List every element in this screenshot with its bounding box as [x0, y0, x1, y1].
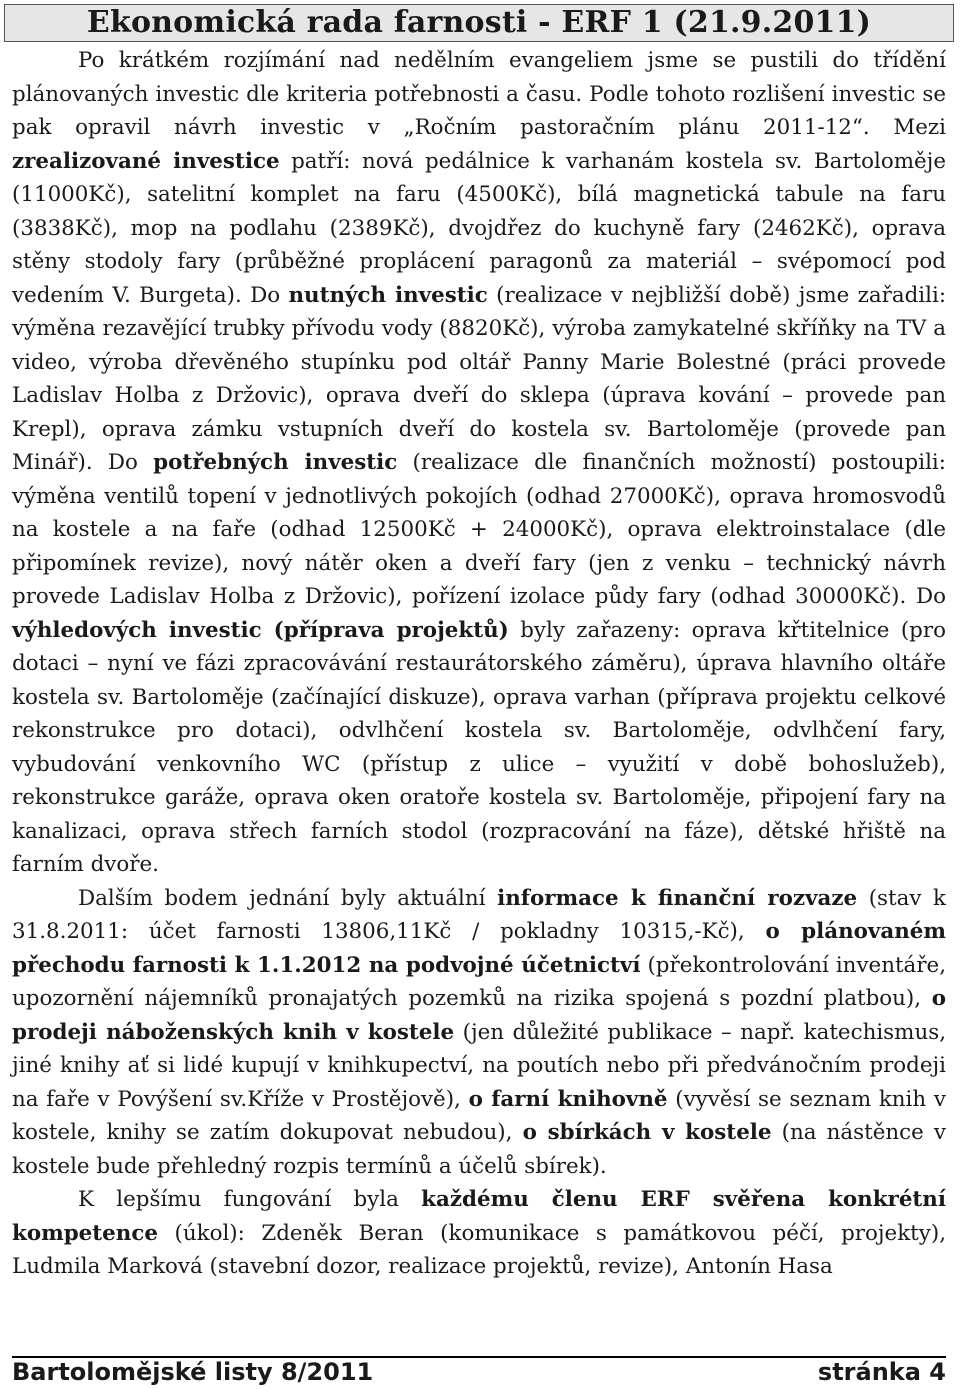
page-title: Ekonomická rada farnosti - ERF 1 (21.9.2011): [86, 5, 872, 40]
emphasis-run: o prodeji náboženských knih v kostele: [12, 986, 946, 1045]
text-run: (realizace v nejbližší době) jsme zařadili: výměna rezavějící trubky přívodu vody (8820Kč), výroba zamykatelné skříňky na TV a video, výroba dřevěného stupínku pod oltář Panny Marie Bolestné (práci provede Ladislav Holba z Držovic), oprava dveří do sklepa (úprava kování – provede pan Krepl), oprava zámku vstupních dveří do kostela sv. Bartoloměje (provede pan Minář). Do: [12, 282, 947, 475]
text-run: Po krátkém rozjímání nad nedělním evangeliem jsme se pustili do třídění plánovaných investic dle kriteria potřebnosti a času. Podle tohoto rozlišení investic se pak opravil návrh investic v „Ročním pastoračním plánu 2011-12“. Mezi: [12, 48, 946, 140]
text-run: (jen důležité publikace – např. katechismus, jiné knihy ať si lidé kupují v knihkupectví, na poutích nebo při předvánočním prodeji na faře v Povýšení sv.Kříže v Prostějově),: [12, 1019, 947, 1112]
text-run: K lepšímu fungování byla: [78, 1187, 422, 1212]
paragraph: [12, 882, 946, 1184]
text-run: (úkol): Zdeněk Beran (komunikace s památkovou péčí, projekty), Ludmila Marková (stavební dozor, realizace projektů, revize), Antonín Hasa: [12, 1220, 946, 1279]
emphasis-run: každému členu ERF svěřena konkrétní kompetence: [12, 1187, 946, 1246]
emphasis-run: nutných investic: [288, 282, 488, 308]
page-header: [4, 4, 954, 42]
publication-name: Bartolomějské listy 8/2011: [12, 1358, 374, 1386]
text-run: patří: nová pedálnice k varhanám kostela sv. Bartoloměje (11000Kč), satelitní komplet na faru (4500Kč), bílá magnetická tabule na faru (3838Kč), mop na podlahu (2389Kč), dvojdřez do kuchyně fary (2462Kč), oprava stěny stodoly fary (průběžné proplácení paragonů za materiál – svépomocí pod vedením V. Burgeta). Do: [12, 148, 946, 308]
page-number: stránka 4: [817, 1358, 946, 1386]
text-run: (vyvěsí se seznam knih v kostele, knihy se zatím dokupovat nebudou),: [12, 1086, 946, 1145]
text-run: Dalším bodem jednání byly aktuální: [78, 885, 498, 911]
paragraph: [12, 44, 946, 882]
emphasis-run: o farní knihovně: [468, 1086, 668, 1112]
emphasis-run: o sbírkách v kostele: [522, 1120, 772, 1145]
text-run: (překontrolování inventáře, upozornění nájemníků pronajatých pozemků na rizika spojená s pozdní platbou),: [12, 952, 946, 1011]
emphasis-run: zrealizované investice: [12, 148, 280, 174]
paragraph: [12, 1183, 946, 1284]
emphasis-run: výhledových investic (příprava projektů): [12, 617, 509, 643]
page-footer: [12, 1357, 946, 1387]
text-run: (na nástěnce v kostele bude přehledný rozpis termínů a účelů sbírek).: [12, 1120, 947, 1179]
emphasis-run: potřebných investic: [153, 450, 398, 475]
emphasis-run: informace k finanční rozvaze: [497, 885, 858, 911]
text-run: byly zařazeny: oprava křtitelnice (pro dotaci – nyní ve fázi zpracovávání restaurátorského záměru), úprava hlavního oltáře kostela sv. Bartoloměje (začínající diskuze), oprava varhan (příprava projektu celkové rekonstrukce pro dotaci), odvlhčení kostela sv. Bartoloměje, odvlhčení fary, vybudování venkovního WC (přístup z ulice – využití v době bohoslužeb), rekonstrukce garáže, oprava oken oratoře kostela sv. Bartoloměje, připojení fary na kanalizaci, oprava střech farních stodol (rozpracování na fáze), dětské hřiště na farním dvoře.: [12, 617, 946, 877]
emphasis-run: o plánovaném přechodu farnosti k 1.1.2012 na podvojné účetnictví: [12, 919, 946, 978]
text-run: (realizace dle finančních možností) postoupili: výměna ventilů topení v jednotlivých pokojích (odhad 27000Kč), oprava hromosvodů na kostele a na faře (odhad 12500Kč + 24000Kč), oprava elektroinstalace (dle připomínek revize), nový nátěr oken a dveří fary (jen z venku – technický návrh provede Ladislav Holba z Držovic), pořízení izolace půdy fary (odhad 30000Kč). Do: [12, 450, 946, 609]
text-run: (stav k 31.8.2011: účet farnosti 13806,11Kč / pokladny 10315,-Kč),: [12, 885, 947, 944]
article-body: [12, 44, 946, 1284]
